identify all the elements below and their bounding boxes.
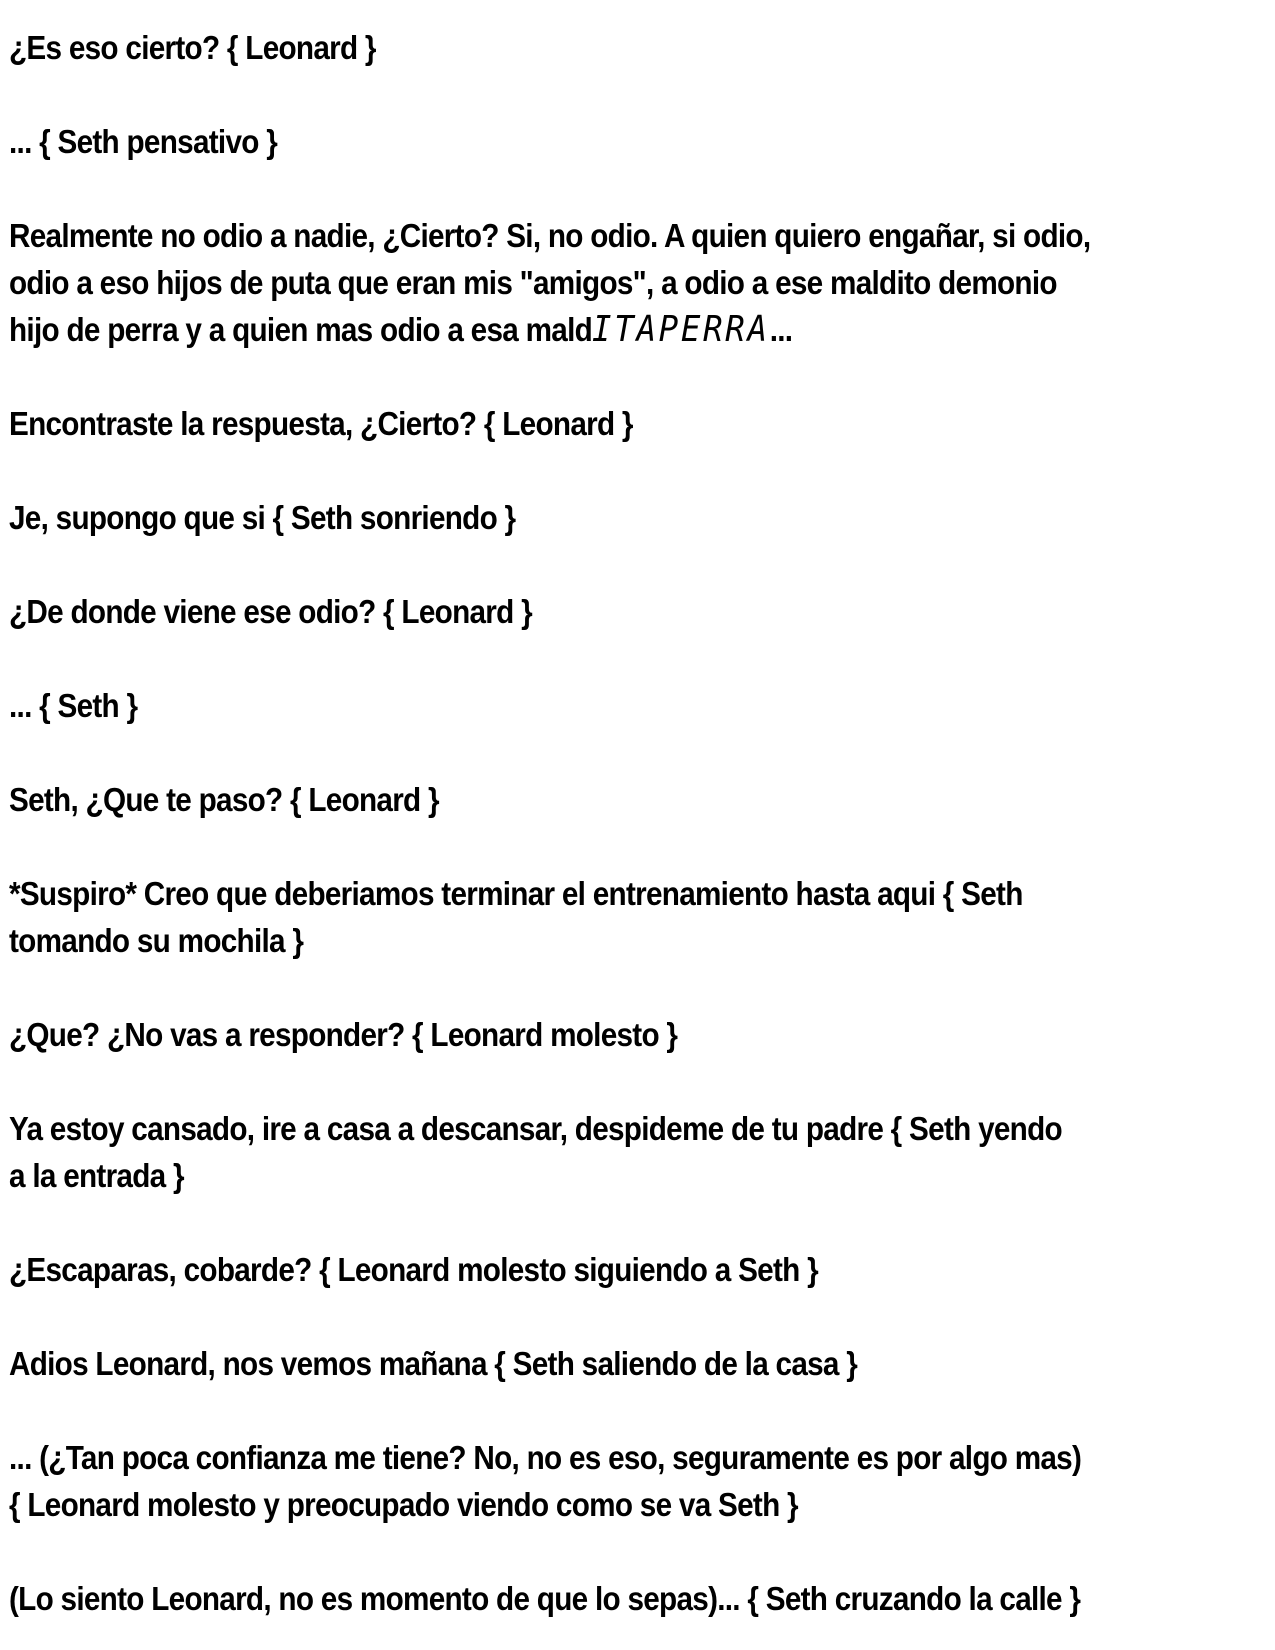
text-line: odio a eso hijos de puta que eran mis "amigos", a odio a ese maldito demonio: [9, 264, 1057, 301]
paragraph-3: [9, 212, 1275, 353]
paragraph-1: [9, 24, 1275, 71]
text-line-with-handwriting: [9, 306, 1170, 353]
text-line: ... { Seth }: [9, 687, 138, 724]
text-segment: ...: [769, 311, 793, 348]
paragraph-6: [9, 588, 1275, 635]
text-line: { Leonard molesto y preocupado viendo como se va Seth }: [9, 1486, 798, 1523]
paragraph-4: [9, 400, 1275, 447]
text-line: Je, supongo que si { Seth sonriendo }: [9, 499, 516, 536]
handwritten-text: ITAPERRA: [592, 309, 770, 350]
text-line: ¿Es eso cierto? { Leonard }: [9, 29, 376, 66]
text-line: (Lo siento Leonard, no es momento de que lo sepas)... { Seth cruzando la calle }: [9, 1580, 1081, 1617]
text-line: Adios Leonard, nos vemos mañana { Seth saliendo de la casa }: [9, 1345, 858, 1382]
text-line: Realmente no odio a nadie, ¿Cierto? Si, no odio. A quien quiero engañar, si odio,: [9, 217, 1091, 254]
text-line: ¿Escaparas, cobarde? { Leonard molesto siguiendo a Seth }: [9, 1251, 818, 1288]
paragraph-9: [9, 870, 1275, 964]
text-line: a la entrada }: [9, 1157, 184, 1194]
paragraph-2: [9, 118, 1275, 165]
paragraph-8: [9, 776, 1275, 823]
text-segment: hijo de perra y a quien mas odio a esa mald: [9, 311, 593, 348]
text-line: ¿De donde viene ese odio? { Leonard }: [9, 593, 532, 630]
text-line: ¿Que? ¿No vas a responder? { Leonard molesto }: [9, 1016, 678, 1053]
text-line: ... { Seth pensativo }: [9, 123, 278, 160]
text-line: Ya estoy cansado, ire a casa a descansar, despideme de tu padre { Seth yendo: [9, 1110, 1062, 1147]
paragraph-10: [9, 1011, 1275, 1058]
text-line: ... (¿Tan poca confianza me tiene? No, no es eso, seguramente es por algo mas): [9, 1439, 1082, 1476]
paragraph-15: [9, 1575, 1275, 1622]
text-line: Seth, ¿Que te paso? { Leonard }: [9, 781, 439, 818]
text-line: tomando su mochila }: [9, 922, 304, 959]
paragraph-13: [9, 1340, 1275, 1387]
paragraph-14: [9, 1434, 1275, 1528]
text-line: Encontraste la respuesta, ¿Cierto? { Leonard }: [9, 405, 633, 442]
paragraph-11: [9, 1105, 1275, 1199]
paragraph-5: [9, 494, 1275, 541]
text-line: *Suspiro* Creo que deberiamos terminar el entrenamiento hasta aqui { Seth: [9, 875, 1023, 912]
paragraph-7: [9, 682, 1275, 729]
paragraph-12: [9, 1246, 1275, 1293]
